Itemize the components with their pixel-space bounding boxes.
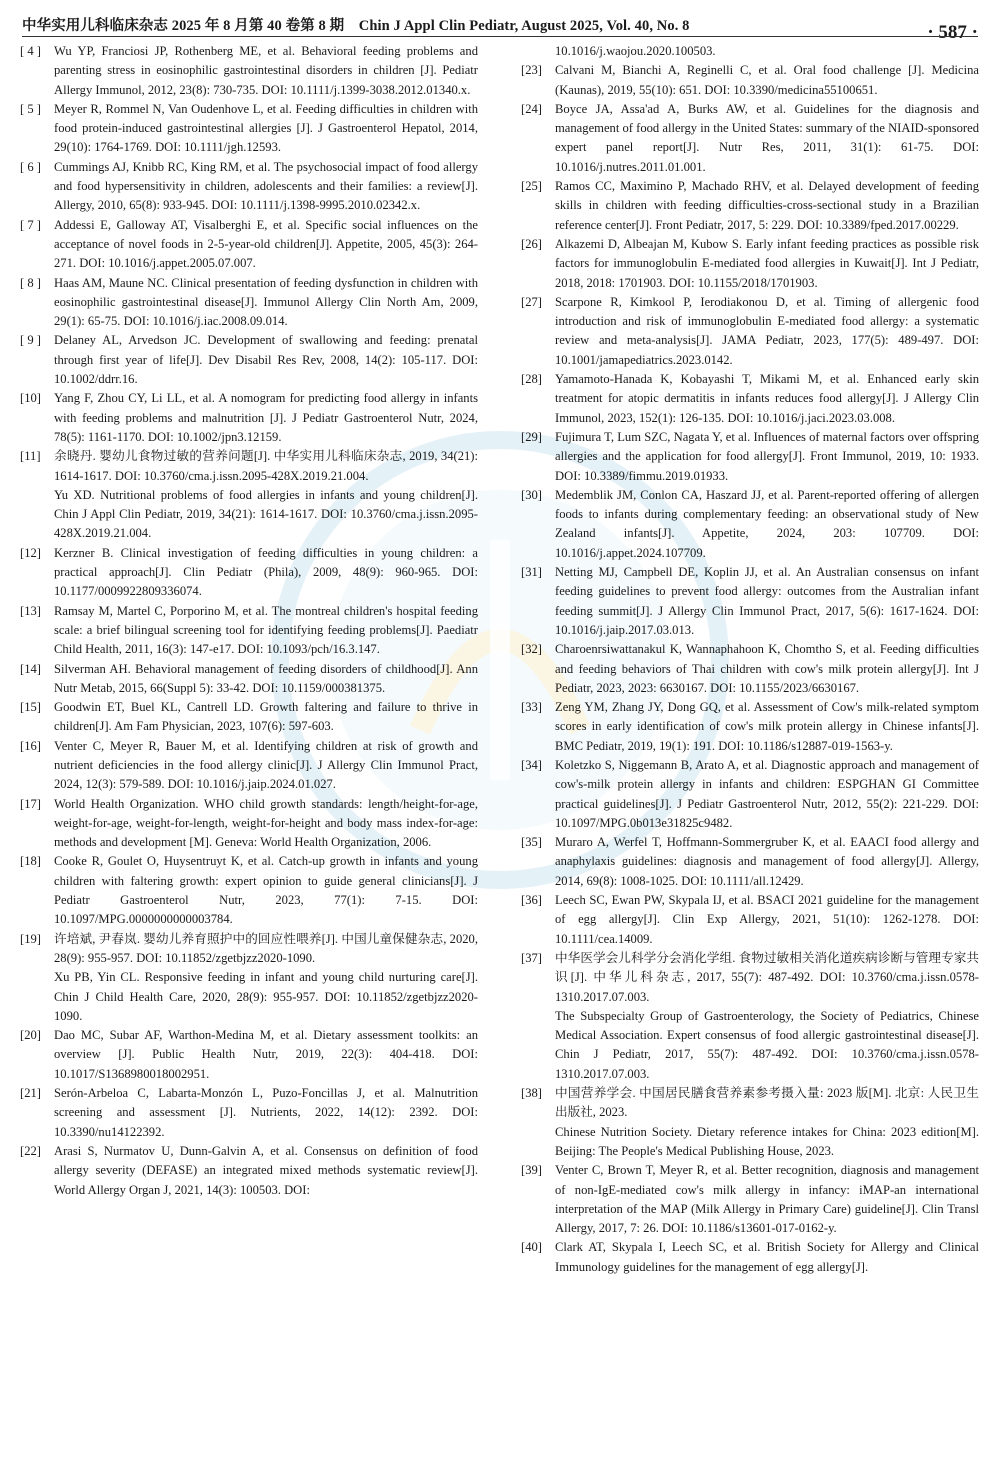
reference-text: Meyer R, Rommel N, Van Oudenhove L, et al. Feeding difficulties in children with food protein-induced gastrointestinal allergies [J]. J Gastroenterol Hepatol, 2014, 29(10): 1764-1769. DOI: 10.1111/jgh.12593. [54, 101, 478, 155]
reference-text: Venter C, Meyer R, Bauer M, et al. Identifying children at risk of growth and nutrient deficiencies in the food allergy clinic[J]. J Allergy Clin Immunol Pract, 2024, 12(3): 579-589. DOI: 10.1016/j.jaip.2024.01.027. [54, 738, 478, 792]
reference-entry [521, 563, 979, 640]
reference-number: [23] [521, 63, 542, 78]
reference-entry [521, 949, 979, 1007]
reference-number: [21] [20, 1086, 41, 1101]
reference-translation: Yu XD. Nutritional problems of food allergies in infants and young children[J]. Chin J Appl Clin Pediatr, 2019, 34(21): 1614-1617. DOI: 10.3760/cma.j.issn.2095-428X.2019.21.004. [54, 487, 478, 541]
reference-entry [20, 544, 478, 602]
reference-translation: The Subspecialty Group of Gastroenterology, the Society of Pediatrics, Chinese Medical Association. Expert consensus of food allergic gastrointestinal disease[J]. Chin J Pediatr, 2017, 55(7): 487-492. DOI: 10.3760/cma.j.issn.0578-1310.2017.07.003. [555, 1008, 979, 1081]
reference-number: [40] [521, 1240, 542, 1255]
reference-text: Clark AT, Skypala I, Leech SC, et al. British Society for Allergy and Clinical Immunology guidelines for the management of egg allergy[J]. [555, 1240, 979, 1274]
reference-number: [11] [20, 449, 41, 464]
reference-text: 10.1016/j.waojou.2020.100503. [555, 44, 716, 58]
reference-text: Kerzner B. Clinical investigation of feeding difficulties in young children: a practical approach[J]. Clin Pediatr (Phila), 2009, 48(9): 960-965. DOI: 10.1177/0009922809336074. [54, 545, 478, 599]
reference-entry [20, 602, 478, 660]
reference-text: Ramsay M, Martel C, Porporino M, et al. The montreal children's hospital feeding scale: a brief bilingual screening tool for identifying feeding problems[J]. Paediatr Child Health, 2011, 16(3): 147-e17. DOI: 10.1093/pch/16.3.147. [54, 603, 478, 657]
references-left-column [20, 42, 478, 1200]
reference-entry [521, 640, 979, 698]
reference-entry [20, 389, 478, 447]
reference-number: [24] [521, 101, 542, 116]
reference-text: Goodwin ET, Buel KL, Cantrell LD. Growth faltering and failure to thrive in children[J]. Am Fam Physician, 2023, 107(6): 597-603. [54, 700, 478, 734]
reference-text: 余晓丹. 婴幼儿食物过敏的营养问题[J]. 中华实用儿科临床杂志, 2019, 34(21): 1614-1617. DOI: 10.3760/cma.j.issn.2095-428X.2019.21.004. [54, 449, 478, 483]
reference-number: [33] [521, 700, 542, 715]
reference-text: Fujimura T, Lum SZC, Nagata Y, et al. Influences of maternal factors over offspring allergies and the application for food allergy[J]. Front Immunol, 2019, 10: 1933. DOI: 10.3389/fimmu.2019.01933. [555, 429, 979, 483]
reference-text: Charoenrsiwattanakul K, Wannaphahoon K, Chomtho S, et al. Feeding difficulties and feeding behaviors of Thai children with cow's milk protein allergy[J]. Int J Pediatr, 2023, 2023: 6630167. DOI: 10.1155/2023/6630167. [555, 642, 979, 695]
reference-number: [ 5 ] [20, 101, 41, 116]
reference-number: [34] [521, 757, 542, 772]
reference-entry [20, 447, 478, 486]
reference-number: [37] [521, 950, 542, 965]
reference-entry [521, 100, 979, 177]
reference-number: [31] [521, 565, 542, 580]
reference-entry [521, 1238, 979, 1277]
reference-entry [20, 158, 478, 216]
journal-running-title: 中华实用儿科临床杂志 2025 年 8 月第 40 卷第 8 期 Chin J Appl Clin Pediatr, August 2025, Vol. 40, No. 8 [22, 18, 690, 34]
reference-entry [20, 852, 478, 929]
reference-text: Medemblik JM, Conlon CA, Haszard JJ, et al. Parent-reported offering of allergen foods to infants during complementary feeding: an observational study of New Zealand infants[J]. Appetite, 2024, 203: 107709. DOI: 10.1016/j.appet.2024.107709. [555, 487, 979, 560]
reference-number: [39] [521, 1163, 542, 1178]
reference-text: Cooke R, Goulet O, Huysentruyt K, et al. Catch-up growth in infants and young children with faltering growth: expert opinion to guide general clinicians[J]. J Pediatr Gastroenterol Nutr, 2023, 77(1): 7-15. DOI: 10.1097/MPG.0000000000003784. [54, 854, 478, 927]
reference-number: [ 8 ] [20, 275, 41, 290]
reference-text: 中国营养学会. 中国居民膳食营养素参考摄入量: 2023 版[M]. 北京: 人民卫生出版社, 2023. [555, 1086, 979, 1120]
reference-text: World Health Organization. WHO child growth standards: length/height-for-age, weight-for-age, weight-for-length, weight-for-height and body mass index-for-age: methods and development [M]. Geneva: World Health Organization, 2006. [54, 796, 478, 850]
reference-entry [20, 737, 478, 795]
reference-text: Yamamoto-Hanada K, Kobayashi T, Mikami M, et al. Enhanced early skin treatment for atopic dermatitis in infants reduces food allergy[J]. J Allergy Clin Immunol, 2023, 152(1): 126-135. DOI: 10.1016/j.jaci.2023.03.008. [555, 372, 979, 425]
reference-entry [521, 698, 979, 756]
reference-entry [521, 486, 979, 563]
reference-text: Wu YP, Franciosi JP, Rothenberg ME, et al. Behavioral feeding problems and parenting stress in eosinophilic gastrointestinal disorders in children [J]. Pediatr Allergy Immunol, 2012, 23(8): 730-735. DOI: 10.1111/j.1399-3038.2012.01340.x. [54, 44, 478, 97]
reference-number: [10] [20, 391, 41, 406]
reference-text: Zeng YM, Zhang JY, Dong GQ, et al. Assessment of Cow's milk-related symptom scores in early identification of cow's milk protein allergy in Chinese infants[J]. BMC Pediatr, 2019, 19(1): 191. DOI: 10.1186/s12887-019-1563-y. [555, 700, 979, 753]
reference-entry [20, 930, 478, 969]
references-right-column [521, 42, 979, 1277]
reference-entry [521, 370, 979, 428]
reference-entry [521, 428, 979, 486]
reference-number: [ 9 ] [20, 333, 41, 348]
reference-entry [20, 274, 478, 332]
reference-number: [19] [20, 931, 41, 946]
reference-entry [20, 216, 478, 274]
reference-text: Serón-Arbeloa C, Labarta-Monzón L, Puzo-Foncillas J, et al. Malnutrition screening and assessment [J]. Nutrients, 2022, 14(12): 2392. DOI: 10.3390/nu14122392. [54, 1086, 478, 1139]
reference-number: [ 4 ] [20, 44, 41, 58]
reference-number: [27] [521, 294, 542, 309]
running-header [22, 8, 978, 43]
reference-entry [521, 177, 979, 235]
reference-text: Delaney AL, Arvedson JC. Development of swallowing and feeding: prenatal through first year of life[J]. Dev Disabil Res Rev, 2008, 14(2): 105-117. DOI: 10.1002/ddrr.16. [54, 333, 478, 387]
reference-text: Scarpone R, Kimkool P, Ierodiakonou D, et al. Timing of allergenic food introduction and risk of immunoglobulin E-mediated food allergy: a systematic review and meta-analysis[J]. JAMA Pediatr, 2023, 177(5): 489-497. DOI: 10.1001/jamapediatrics.2023.0142. [555, 294, 979, 367]
reference-number: [29] [521, 429, 542, 444]
reference-entry [521, 1084, 979, 1123]
reference-entry [521, 833, 979, 891]
reference-entry [521, 235, 979, 293]
reference-text: Dao MC, Subar AF, Warthon-Medina M, et al. Dietary assessment toolkits: an overview [J]. Public Health Nutr, 2019, 22(3): 404-418. DOI: 10.1017/S1368980018002951. [54, 1028, 478, 1081]
reference-number: [15] [20, 700, 41, 715]
reference-number: [ 7 ] [20, 217, 41, 232]
reference-entry [521, 61, 979, 100]
reference-number: [36] [521, 893, 542, 908]
reference-text: Koletzko S, Niggemann B, Arato A, et al. Diagnostic approach and management of cow's-milk protein allergy in infants and children: ESPGHAN GI Committee practical guidelines[J]. J Pediatr Gastroenterol Nutr, 2012, 55(2): 221-229. DOI: 10.1097/MPG.0b013e31825c9482. [555, 757, 979, 830]
reference-text: Cummings AJ, Knibb RC, King RM, et al. The psychosocial impact of food allergy and food hypersensitivity in children, adolescents and their families: a review[J]. Allergy, 2010, 65(8): 933-945. DOI: 10.1111/j.1398-9995.2010.02342.x. [54, 159, 478, 213]
reference-number: [20] [20, 1028, 41, 1043]
reference-entry [20, 100, 478, 158]
reference-number: [30] [521, 487, 542, 502]
reference-entry [20, 795, 478, 853]
reference-entry [20, 698, 478, 737]
reference-translation: Chinese Nutrition Society. Dietary reference intakes for China: 2023 edition[M]. Beijing: The People's Medical Publishing House, 2023. [555, 1124, 979, 1158]
reference-text: Calvani M, Bianchi A, Reginelli C, et al. Oral food challenge [J]. Medicina (Kaunas), 2019, 55(10): 651. DOI: 10.3390/medicina55100651. [555, 63, 979, 97]
reference-entry [20, 1142, 478, 1200]
reference-text: 中华医学会儿科学分会消化学组. 食物过敏相关消化道疾病诊断与管理专家共识[J]. 中华儿科杂志, 2017, 55(7): 487-492. DOI: 10.3760/cma.j.issn.0578-1310.2017.07.003. [555, 950, 979, 1004]
reference-text: Haas AM, Maune NC. Clinical presentation of feeding dysfunction in children with eosinophilic gastrointestinal disease[J]. Immunol Allergy Clin North Am, 2009, 29(1): 65-75. DOI: 10.1016/j.iac.2008.09.014. [54, 275, 478, 329]
reference-entry [20, 1084, 478, 1142]
reference-text: Ramos CC, Maximino P, Machado RHV, et al. Delayed development of feeding skills in children with feeding difficulties-cross-sectional study in a Brazilian reference center[J]. Front Pediatr, 2017, 5: 229. DOI: 10.3389/fped.2017.00229. [555, 179, 979, 232]
reference-text: Alkazemi D, Albeajan M, Kubow S. Early infant feeding practices as possible risk factors for immunoglobulin E-mediated food allergies in Kuwait[J]. Int J Pediatr, 2018, 2018: 1701903. DOI: 10.1155/2018/1701903. [555, 236, 979, 290]
reference-entry [521, 1161, 979, 1238]
reference-text: Leech SC, Ewan PW, Skypala IJ, et al. BSACI 2021 guideline for the management of egg allergy[J]. Clin Exp Allergy, 2021, 51(10): 1262-1278. DOI: 10.1111/cea.14009. [555, 893, 979, 946]
reference-entry [20, 331, 478, 389]
reference-entry [521, 891, 979, 949]
reference-text: Muraro A, Werfel T, Hoffmann-Sommergruber K, et al. EAACI food allergy and anaphylaxis guidelines: diagnosis and management of food allergy[J]. Allergy, 2014, 69(8): 1008-1025. DOI: 10.1111/all.12429. [555, 835, 979, 888]
reference-number: [17] [20, 796, 41, 811]
reference-text: 许培斌, 尹春岚. 婴幼儿养育照护中的回应性喂养[J]. 中国儿童保健杂志, 2020, 28(9): 955-957. DOI: 10.11852/zgetbjzz2020-1090. [54, 931, 478, 965]
reference-entry [20, 660, 478, 699]
reference-number: [38] [521, 1086, 542, 1101]
reference-entry [521, 293, 979, 370]
reference-number: [ 6 ] [20, 159, 41, 174]
reference-entry [20, 42, 478, 100]
reference-number: [25] [521, 179, 542, 194]
reference-number: [12] [20, 545, 41, 560]
reference-number: [14] [20, 661, 41, 676]
reference-text: Addessi E, Galloway AT, Visalberghi E, et al. Specific social influences on the acceptance of novel foods in 2-5-year-old children[J]. Appetite, 2005, 45(3): 264-271. DOI: 10.1016/j.appet.2005.07.007. [54, 217, 478, 271]
reference-number: [16] [20, 738, 41, 753]
reference-text: Netting MJ, Campbell DE, Koplin JJ, et al. An Australian consensus on infant feeding guidelines to prevent food allergy: outcomes from the Australian infant feeding summit[J]. J Allergy Clin Immunol Pract, 2017, 5(6): 1617-1624. DOI: 10.1016/j.jaip.2017.03.013. [555, 565, 979, 637]
reference-text: Boyce JA, Assa'ad A, Burks AW, et al. Guidelines for the diagnosis and management of food allergy in the United States: summary of the NIAID-sponsored expert panel report[J]. Nutr Res, 2011, 31(1): 61-75. DOI: 10.1016/j.nutres.2011.01.001. [555, 101, 980, 174]
reference-text: Silverman AH. Behavioral management of feeding disorders of childhood[J]. Ann Nutr Metab, 2015, 66(Suppl 5): 33-42. DOI: 10.1159/000381375. [54, 661, 478, 695]
reference-entry [521, 756, 979, 833]
reference-number: [32] [521, 642, 542, 657]
reference-entry [521, 42, 979, 61]
reference-text: Yang F, Zhou CY, Li LL, et al. A nomogram for predicting food allergy in infants with feeding problems and malnutrition [J]. J Pediatr Gastroenterol Nutr, 2024, 78(5): 1161-1170. DOI: 10.1002/jpn3.12159. [54, 391, 478, 444]
reference-number: [22] [20, 1143, 41, 1158]
reference-number: [35] [521, 835, 542, 850]
page-number: · 587 · [927, 22, 978, 43]
reference-number: [18] [20, 854, 41, 869]
reference-number: [28] [521, 372, 542, 387]
reference-number: [13] [20, 603, 41, 618]
header-rule [22, 36, 978, 37]
reference-entry [20, 1026, 478, 1084]
reference-text: Venter C, Brown T, Meyer R, et al. Better recognition, diagnosis and management of non-IgE-mediated cow's milk allergy in infancy: iMAP-an international interpretation of the MAP (Milk Allergy in Primary Care) guideline[J]. Clin Transl Allergy, 2017, 7: 26. DOI: 10.1186/s13601-017-0162-y. [555, 1163, 979, 1236]
reference-number: [26] [521, 236, 542, 251]
reference-text: Arasi S, Nurmatov U, Dunn-Galvin A, et al. Consensus on definition of food allergy severity (DEFASE) an integrated mixed methods systematic review[J]. World Allergy Organ J, 2021, 14(3): 100503. DOI: [54, 1143, 478, 1197]
reference-translation: Xu PB, Yin CL. Responsive feeding in infant and young child nurturing care[J]. Chin J Child Health Care, 2020, 28(9): 955-957. DOI: 10.11852/zgetbjzz2020-1090. [54, 970, 478, 1023]
reference-number [521, 42, 555, 61]
